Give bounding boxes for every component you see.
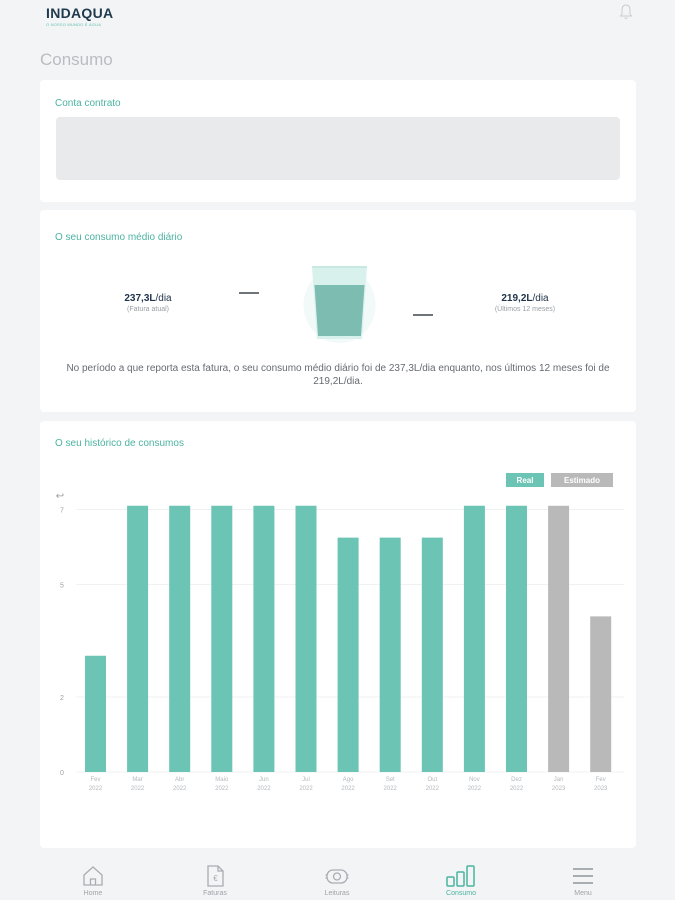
water-glass-icon <box>302 263 377 343</box>
consumption-bar-chart <box>40 421 636 848</box>
x-tick-year: 2022 <box>383 786 397 792</box>
nav-home[interactable] <box>58 855 128 897</box>
bar <box>253 506 274 772</box>
top-bar <box>0 0 675 38</box>
y-axis-symbol: ↩ <box>55 491 65 502</box>
contract-account-card <box>40 80 636 202</box>
bar-chart-icon <box>446 864 476 888</box>
x-tick-month: Abr <box>175 777 185 783</box>
x-tick-year: 2022 <box>425 786 439 792</box>
average-consumption-card <box>40 210 636 412</box>
svg-text:€: € <box>213 874 218 883</box>
current-invoice-stat <box>93 293 203 313</box>
x-tick-year: 2022 <box>509 786 524 792</box>
x-tick-month: Jul <box>302 777 310 783</box>
x-tick-month: Ago <box>342 777 354 783</box>
right-level-marker <box>413 314 433 316</box>
bar <box>169 506 190 772</box>
nav-home-label: Home <box>83 890 103 897</box>
x-tick-month: Fev <box>90 777 101 783</box>
bar <box>422 538 443 772</box>
bar <box>380 538 401 772</box>
y-tick-label: 0 <box>60 770 64 777</box>
legend-real-label: Real <box>516 476 534 485</box>
last-12-months-value: 219,2L/dia <box>501 293 549 304</box>
last-12-months-caption: (Últimos 12 meses) <box>494 306 556 313</box>
bar <box>127 506 148 772</box>
x-tick-year: 2022 <box>467 786 482 792</box>
x-tick-year: 2023 <box>551 786 566 792</box>
x-tick-month: Out <box>427 777 438 783</box>
indaqua-logo[interactable] <box>46 5 113 27</box>
page-title: Consumo <box>40 50 113 69</box>
x-tick-year: 2022 <box>257 786 271 792</box>
x-tick-month: Jan <box>553 777 564 783</box>
bell-icon[interactable] <box>619 4 633 20</box>
nav-menu[interactable] <box>548 855 618 897</box>
bar <box>211 506 232 772</box>
contract-selector[interactable] <box>56 117 620 180</box>
history-card-title: O seu histórico de consumos <box>55 438 184 449</box>
x-tick-month: Maio <box>215 777 229 783</box>
bottom-navigation <box>0 855 675 900</box>
left-level-marker <box>239 292 259 294</box>
contract-card-title: Conta contrato <box>55 98 121 109</box>
bar <box>464 506 485 772</box>
nav-readings-label: Leituras <box>324 890 350 897</box>
bar <box>506 506 527 772</box>
bar <box>548 506 569 772</box>
x-tick-year: 2023 <box>594 786 608 792</box>
x-tick-month: Mar <box>132 777 143 783</box>
x-tick-month: Nov <box>469 777 480 783</box>
logo-tagline: O NOSSO MUNDO É ÁGUA <box>46 22 102 27</box>
nav-invoices-label: Faturas <box>203 890 227 897</box>
nav-readings[interactable] <box>302 855 372 897</box>
x-tick-year: 2022 <box>88 786 103 792</box>
meter-icon <box>325 864 349 888</box>
nav-consumption-label: Consumo <box>446 890 476 897</box>
menu-icon <box>571 864 595 888</box>
home-icon <box>81 864 105 888</box>
last-12-months-stat <box>470 293 580 313</box>
x-tick-year: 2022 <box>341 786 355 792</box>
consumption-history-card <box>40 421 636 848</box>
invoice-icon <box>203 864 227 888</box>
current-invoice-value: 237,3L/dia <box>124 293 172 304</box>
nav-consumption[interactable] <box>426 855 496 897</box>
logo-text: INDAQUA <box>46 5 114 21</box>
current-invoice-caption: (Fatura atual) <box>126 306 170 313</box>
bar <box>590 616 611 772</box>
nav-menu-label: Menu <box>574 890 592 897</box>
x-tick-month: Jun <box>259 777 269 783</box>
x-tick-year: 2022 <box>130 786 145 792</box>
avg-card-title: O seu consumo médio diário <box>55 232 183 243</box>
y-tick-label: 7 <box>60 507 64 515</box>
bar <box>338 538 359 772</box>
bar <box>85 656 106 772</box>
legend-estimated-label: Estimado <box>563 476 601 485</box>
average-description: No período a que reporta esta fatura, o seu consumo médio diário foi de 237,3L/dia enquanto, nos últimos 12 meses foi de 219,2L/dia. <box>66 363 610 387</box>
y-tick-label: 5 <box>60 582 64 590</box>
x-tick-year: 2022 <box>299 786 313 792</box>
x-tick-year: 2022 <box>173 786 187 792</box>
bar <box>296 506 317 772</box>
x-tick-month: Set <box>385 777 395 783</box>
y-tick-label: 2 <box>60 695 64 702</box>
x-tick-month: Fev <box>595 777 606 783</box>
x-tick-year: 2022 <box>215 786 229 792</box>
x-tick-month: Dez <box>511 777 522 783</box>
nav-invoices[interactable] <box>180 855 250 897</box>
